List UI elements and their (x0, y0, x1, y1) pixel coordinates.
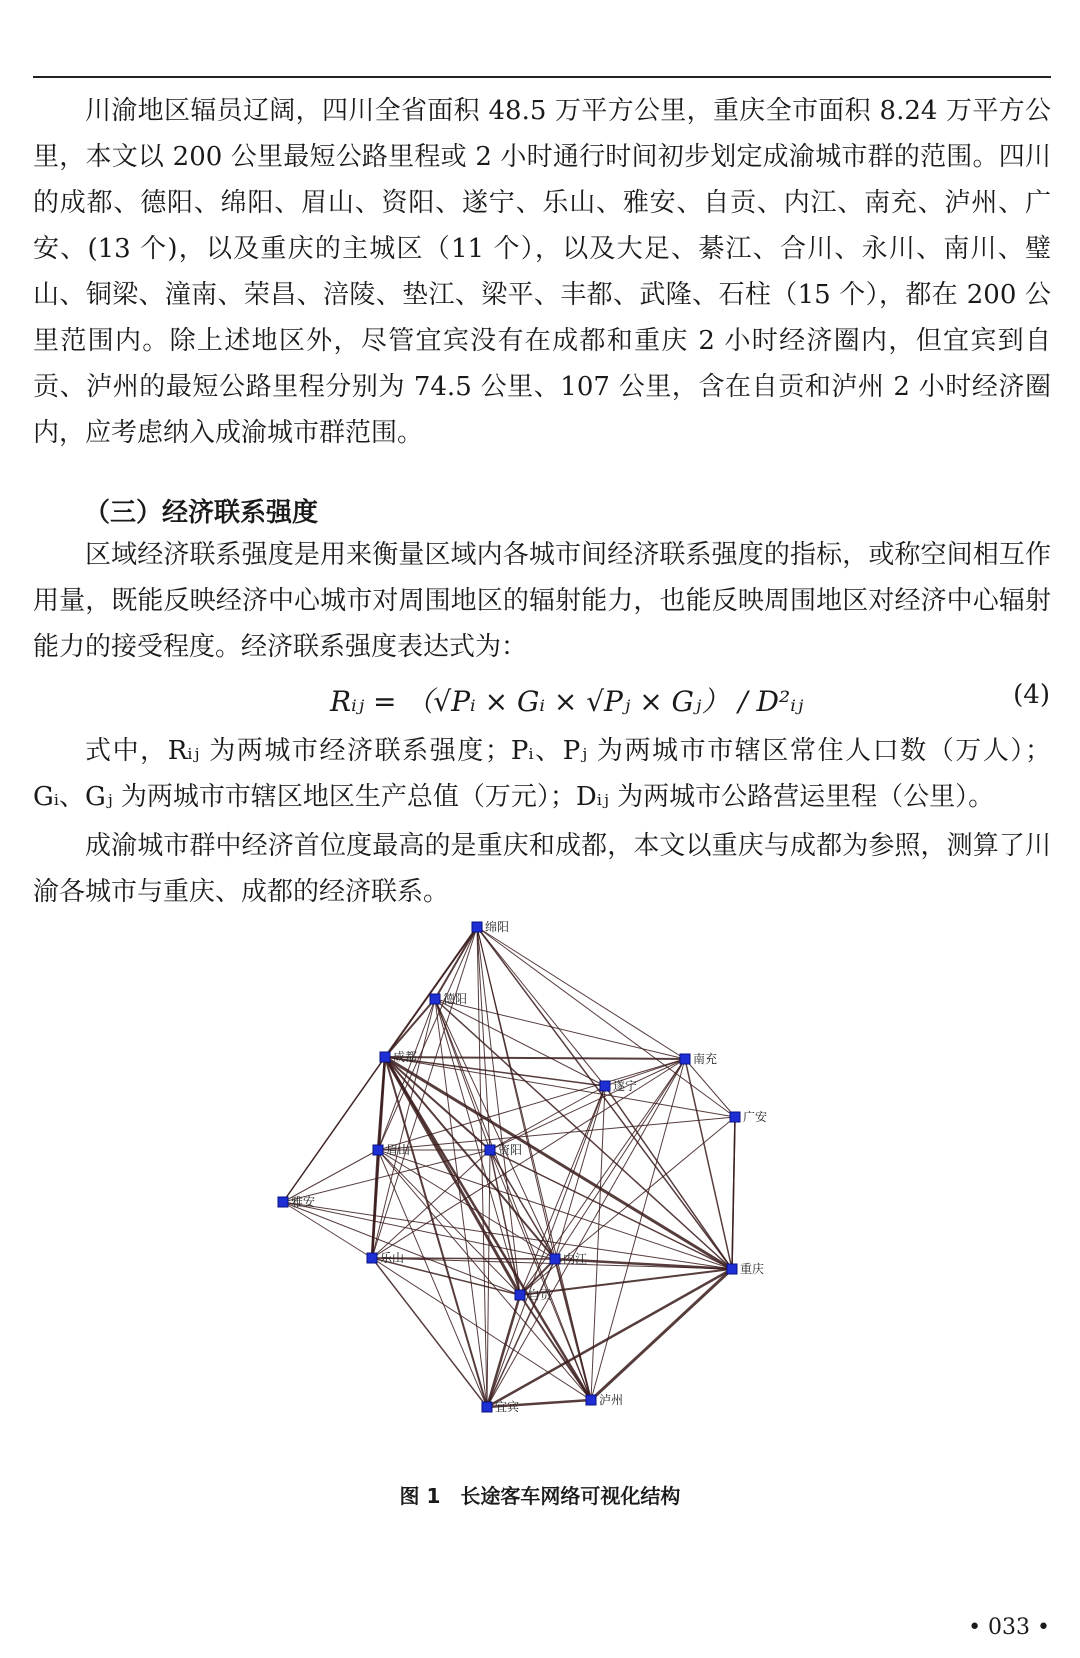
edge-chongqing-guangan (732, 1117, 735, 1269)
edge-chengdu-ziyang (385, 1057, 490, 1150)
node-label-luzhou: 泸州 (599, 1393, 624, 1407)
node-label-guangan: 广安 (743, 1110, 768, 1124)
node-label-leshan: 乐山 (380, 1251, 405, 1265)
node-label-zigong: 自贡 (528, 1288, 553, 1302)
edge-zigong-luzhou (520, 1295, 591, 1400)
edge-leshan-yibin (372, 1258, 487, 1407)
node-label-yibin: 宜宾 (495, 1400, 520, 1414)
node-chengdu (380, 1052, 390, 1062)
edge-suining-luzhou (591, 1086, 605, 1400)
network-nodes (278, 920, 767, 1414)
paragraph-2: 区域经济联系强度是用来衡量区域内各城市间经济联系强度的指标，或称空间相互作用量，既能反映经济中心城市对周围地区的辐射能力，也能反映周围地区对经济中心辐射能力的接受程度。经济联系强度表达式为： (33, 540, 1051, 662)
edge-nanchong-yibin (487, 1059, 685, 1407)
node-label-yaan: 雅安 (291, 1195, 316, 1209)
node-label-deyang: 德阳 (443, 992, 468, 1006)
node-ziyang (485, 1145, 495, 1155)
edge-suining-ziyang (490, 1086, 605, 1150)
node-label-ziyang: 资阳 (498, 1143, 523, 1157)
edge-deyang-neijiang (435, 999, 555, 1259)
node-label-nanchong: 南充 (693, 1052, 718, 1066)
edge-leshan-luzhou (372, 1258, 591, 1400)
network-figure (255, 920, 970, 1455)
network-edges (283, 927, 735, 1407)
edge-deyang-nanchong (435, 999, 685, 1059)
edge-mianyang-deyang (435, 927, 477, 999)
node-zigong (515, 1290, 525, 1300)
paragraph-3: 式中，Rᵢⱼ 为两城市经济联系强度；Pᵢ、Pⱼ 为两城市市辖区常住人口数（万人）；Gᵢ、Gⱼ 为两城市市辖区地区生产总值（万元）；Dᵢⱼ 为两城市公路营运里程（公里）。 (33, 736, 1051, 812)
node-luzhou (586, 1395, 596, 1405)
node-label-chongqing: 重庆 (740, 1262, 765, 1276)
edge-yaan-leshan (283, 1202, 372, 1258)
node-deyang (430, 994, 440, 1004)
node-label-mianyang: 绵阳 (485, 920, 510, 934)
node-nanchong (680, 1054, 690, 1064)
node-label-suining: 遂宁 (613, 1079, 638, 1093)
edge-ziyang-zigong (490, 1150, 520, 1295)
node-yibin (482, 1402, 492, 1412)
formula-number: (4) (1013, 680, 1050, 710)
node-leshan (367, 1253, 377, 1263)
node-neijiang (550, 1254, 560, 1264)
paragraph-1: 川渝地区辐员辽阔，四川全省面积 48.5 万平方公里，重庆全市面积 8.24 万平方公里，本文以 200 公里最短公路里程或 2 小时通行时间初步划定成渝城市群的范围。四川的成都、德阳、绵阳、眉山、资阳、遂宁、乐山、雅安、自贡、内江、南充、泸州、广安、(13 个)，以及重庆的主城区（11 个），以及大足、綦江、合川、永川、南川、璧山、铜梁、潼南、荣昌、涪陵、垫江、梁平、丰都、武隆、石柱（15 个），都在 200 公里范围内。除上述地区外，尽管宜宾没有在成都和重庆 2 小时经济圈内，但宜宾到自贡、泸州的最短公路里程分别为 74.5 公里、107 公里，含在自贡和泸州 2 小时经济圈内，应考虑纳入成渝城市群范围。 (33, 96, 1051, 448)
node-suining (600, 1081, 610, 1091)
page-number: • 033 • (968, 1615, 1050, 1640)
node-label-meishan: 眉山 (386, 1143, 411, 1157)
paragraph-4: 成渝城市群中经济首位度最高的是重庆和成都，本文以重庆与成都为参照，测算了川渝各城市与重庆、成都的经济联系。 (33, 831, 1051, 907)
formula: Rᵢⱼ = （√Pᵢ × Gᵢ × √Pⱼ × Gⱼ） / D²ᵢⱼ (330, 685, 804, 718)
node-label-neijiang: 内江 (563, 1252, 588, 1266)
node-mianyang (472, 922, 482, 932)
node-chongqing (727, 1264, 737, 1274)
figure-caption: 图 1 长途客车网络可视化结构 (399, 1484, 681, 1508)
section-heading: （三）经济联系强度 (84, 498, 319, 528)
edge-chongqing-luzhou (591, 1269, 732, 1400)
node-yaan (278, 1197, 288, 1207)
node-label-chengdu: 成都 (393, 1050, 418, 1064)
edge-chengdu-nanchong (385, 1057, 685, 1059)
edge-mianyang-meishan (378, 927, 477, 1150)
edge-suining-neijiang (555, 1086, 605, 1259)
node-meishan (373, 1145, 383, 1155)
edge-chengdu-guangan (385, 1057, 735, 1117)
header-rule (33, 76, 1051, 78)
edge-nanchong-guangan (685, 1059, 735, 1117)
edge-mianyang-nanchong (477, 927, 685, 1059)
edge-deyang-suining (435, 999, 605, 1086)
node-guangan (730, 1112, 740, 1122)
edge-deyang-chongqing (435, 999, 732, 1269)
